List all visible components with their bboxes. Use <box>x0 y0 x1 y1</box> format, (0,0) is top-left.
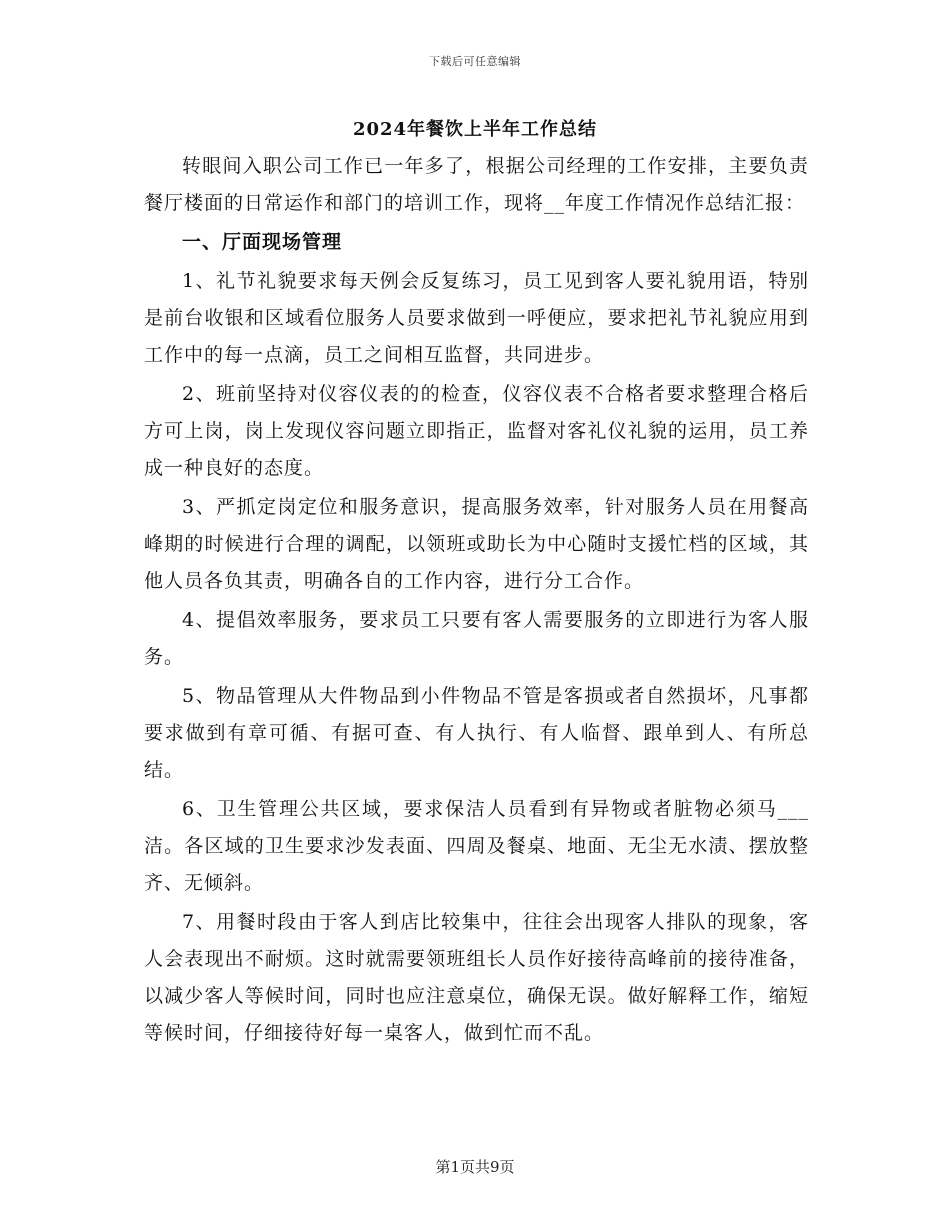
list-item: 5、物品管理从大件物品到小件物品不管是客损或者自然损坏，凡事都要求做到有章可循、有据可查、有人执行、有人临督、跟单到人、有所总结。 <box>144 685 809 781</box>
header-note: 下载后可任意编辑 <box>429 55 521 68</box>
list-item: 6、卫生管理公共区域，要求保洁人员看到有异物或者脏物必须马___洁。各区域的卫生要求沙发表面、四周及餐桌、地面、无尘无水渍、摆放整齐、无倾斜。 <box>144 798 809 894</box>
intro-paragraph: 转眼间入职公司工作已一年多了，根据公司经理的工作安排，主要负责餐厅楼面的日常运作和部门的培训工作，现将__年度工作情况作总结汇报： <box>144 155 809 214</box>
list-item: 1、礼节礼貌要求每天例会反复练习，员工见到客人要礼貌用语，特别是前台收银和区域看位服务人员要求做到一呼便应，要求把礼节礼貌应用到工作中的每一点滴，员工之间相互监督，共同进步。 <box>144 270 809 366</box>
list-item: 7、用餐时段由于客人到店比较集中，往往会出现客人排队的现象，客人会表现出不耐烦。这时就需要领班组长人员作好接待高峰前的接待准备，以减少客人等候时间，同时也应注意桌位，确保无误。做好解释工作，缩短等候时间，仔细接待好每一桌客人，做到忙而不乱。 <box>144 911 809 1044</box>
section-heading: 一、厅面现场管理 <box>182 231 343 253</box>
document-title: 2024年餐饮上半年工作总结 <box>352 119 598 140</box>
page-indicator: 第1页共9页 <box>435 1158 515 1176</box>
list-item: 2、班前坚持对仪容仪表的的检查，仪容仪表不合格者要求整理合格后方可上岗，岗上发现仪容问题立即指正，监督对客礼仪礼貌的运用，员工养成一种良好的态度。 <box>144 383 809 479</box>
list-item: 4、提倡效率服务，要求员工只要有客人需要服务的立即进行为客人服务。 <box>144 609 809 668</box>
document-body <box>144 148 809 1054</box>
list-item: 3、严抓定岗定位和服务意识，提高服务效率，针对服务人员在用餐高峰期的时候进行合理的调配，以领班或助长为中心随时支援忙档的区域，其他人员各负其责，明确各自的工作内容，进行分工合作。 <box>144 496 809 592</box>
